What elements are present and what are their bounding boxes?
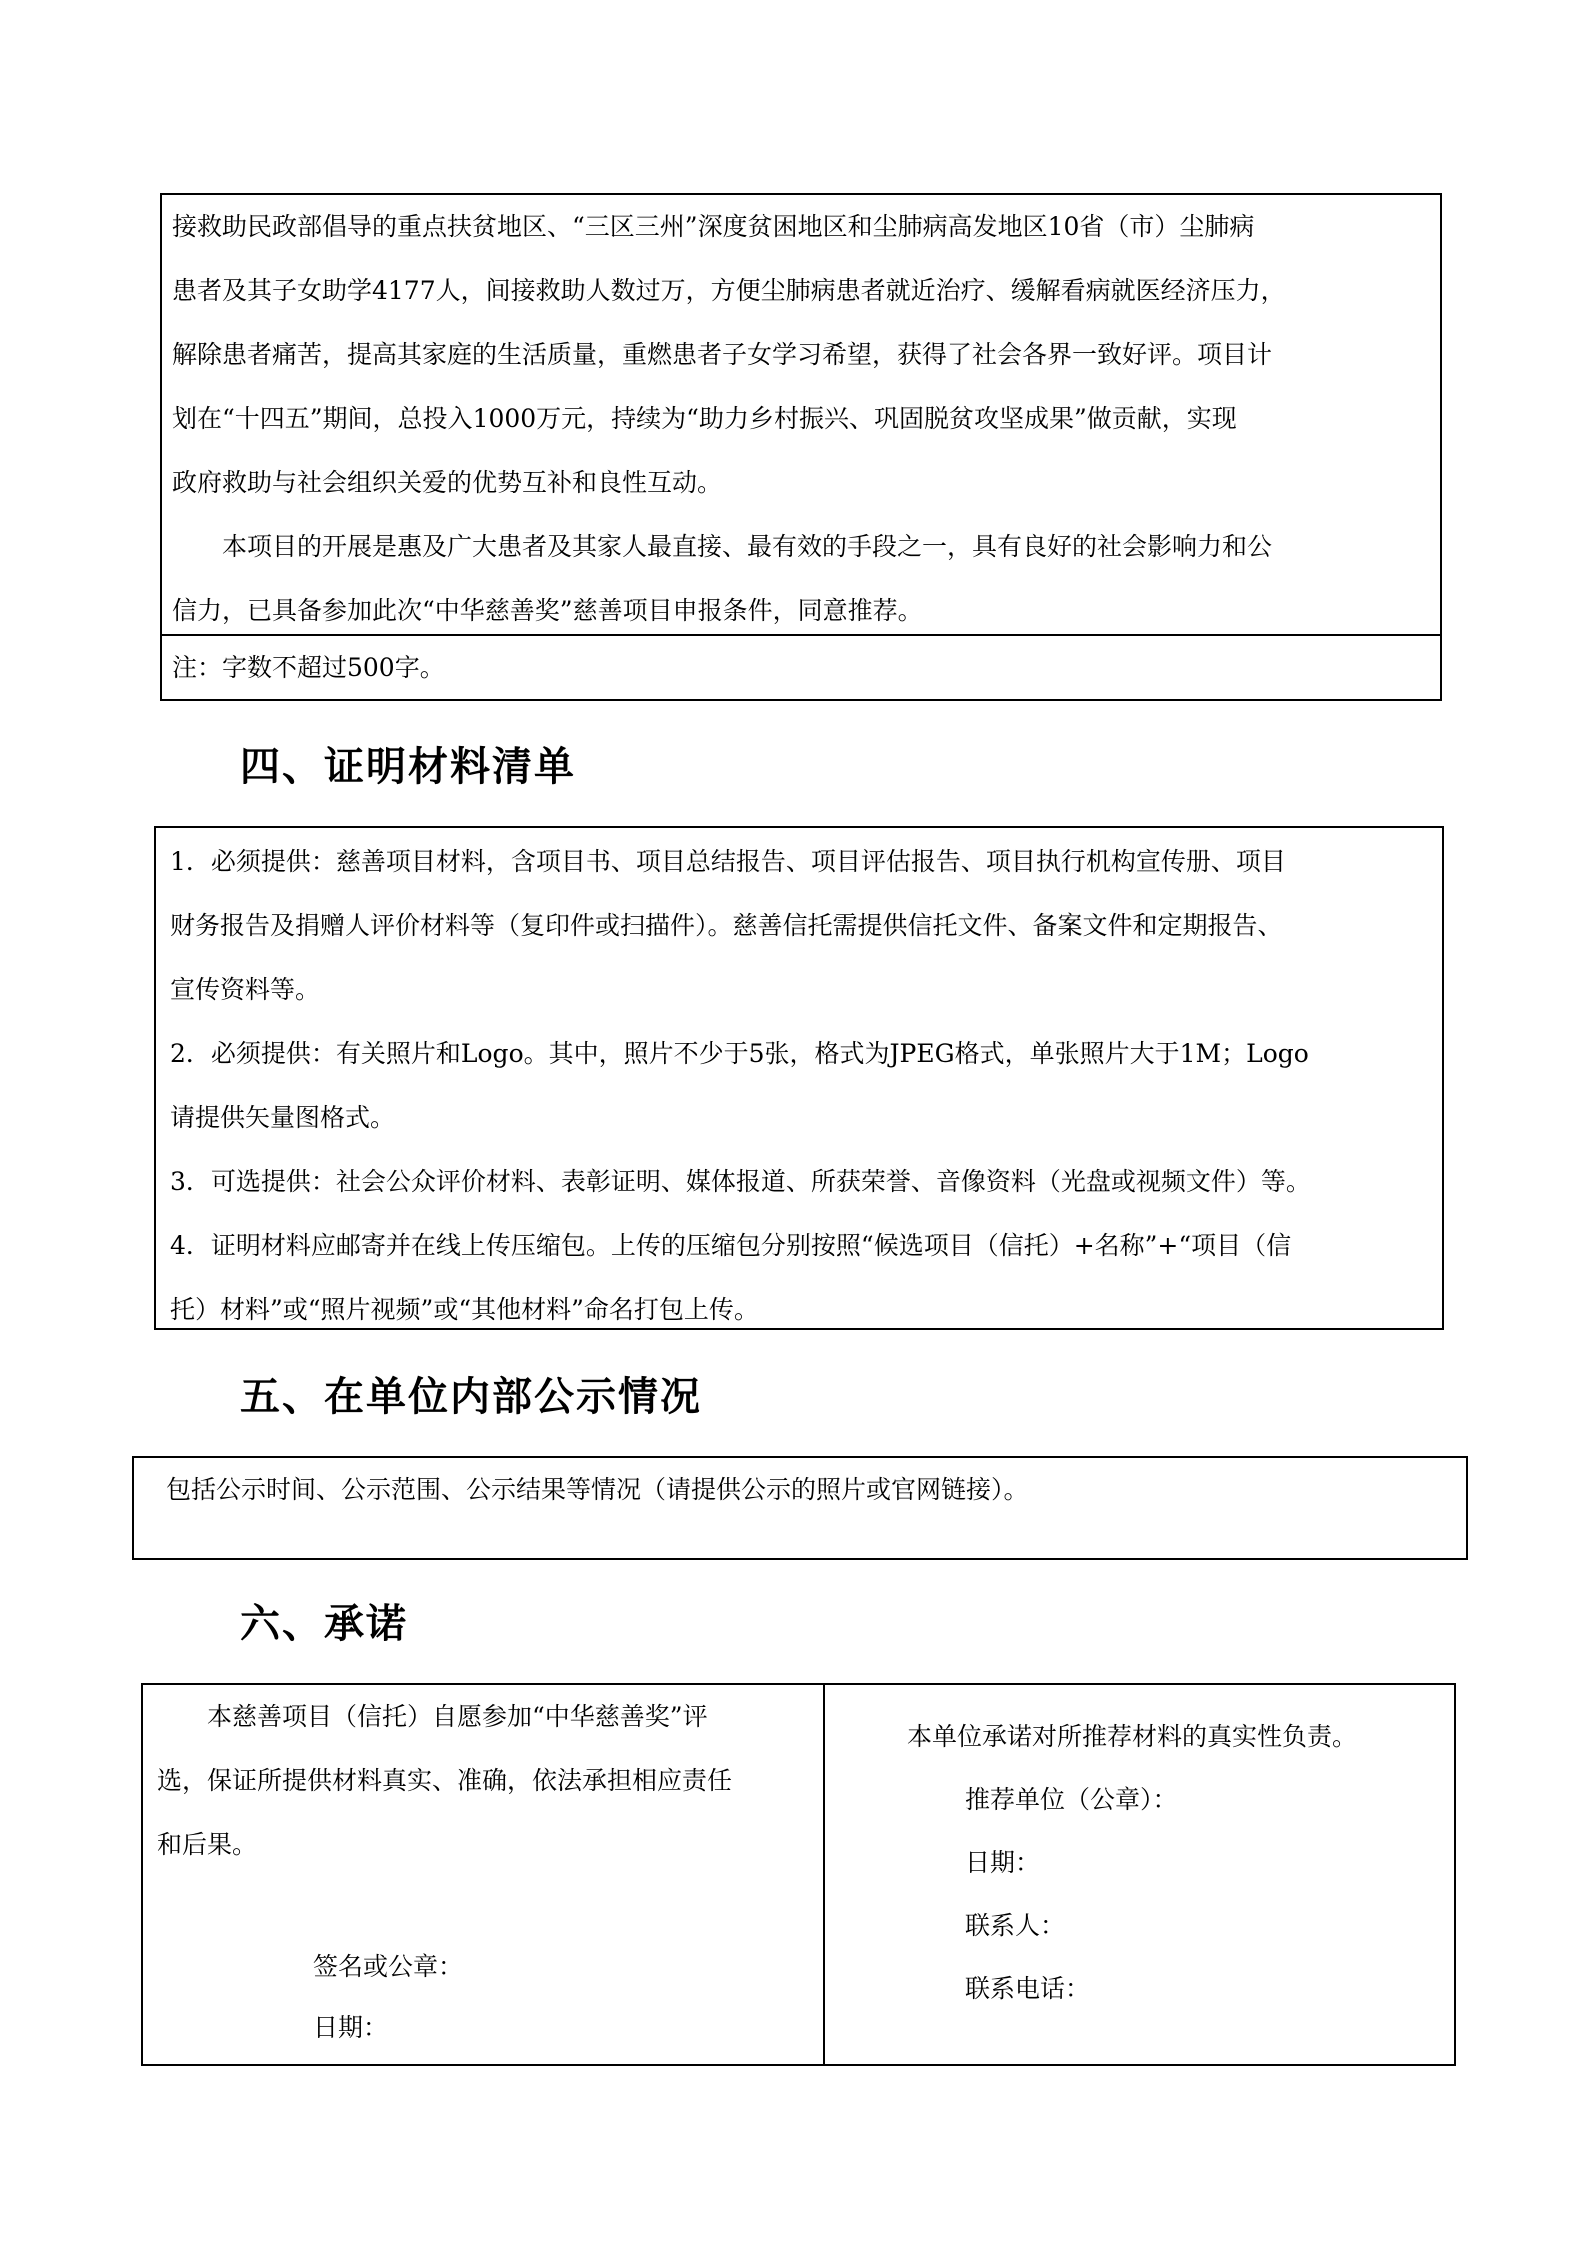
- publicity-text: 包括公示时间、公示范围、公示结果等情况（请提供公示的照片或官网链接）。: [166, 1475, 1029, 1504]
- recommender-statement: 本单位承诺对所推荐材料的真实性负责。: [907, 1722, 1358, 1751]
- section6-heading: 六、承诺: [240, 1601, 408, 1647]
- recommender-unit-label: 推荐单位（公章）：: [965, 1785, 1178, 1814]
- materials-box: [154, 826, 1444, 1330]
- materials-line: 托）材料”或“照片视频”或“其他材料”命名打包上传。: [170, 1295, 759, 1324]
- applicant-commitment-line: 和后果。: [157, 1830, 258, 1859]
- opinion-line: 信力，已具备参加此次“中华慈善奖”慈善项目申报条件，同意推荐。: [172, 596, 923, 625]
- commitment-divider: [823, 1685, 825, 2064]
- materials-line: 3．可选提供：社会公众评价材料、表彰证明、媒体报道、所获荣誉、音像资料（光盘或视频文件）等。: [170, 1167, 1311, 1196]
- section4-heading: 四、证明材料清单: [240, 744, 576, 790]
- opinion-line: 政府救助与社会组织关爱的优势互补和良性互动。: [172, 468, 723, 497]
- materials-body: [170, 830, 1311, 1342]
- word-limit-note: 注：字数不超过500字。: [172, 653, 445, 682]
- materials-line: 请提供矢量图格式。: [170, 1103, 396, 1132]
- recommender-date-label: 日期：: [965, 1848, 1041, 1877]
- materials-line: 财务报告及捐赠人评价材料等（复印件或扫描件）。慈善信托需提供信托文件、备案文件和定期报告、: [170, 911, 1283, 940]
- applicant-commitment-line: 本慈善项目（信托）自愿参加“中华慈善奖”评: [207, 1702, 708, 1731]
- commitment-table: [141, 1683, 1456, 2066]
- opinion-box: [160, 193, 1442, 701]
- opinion-line: 划在“十四五”期间，总投入1000万元，持续为“助力乡村振兴、巩固脱贫攻坚成果”做贡献，实现: [172, 404, 1237, 433]
- materials-line: 宣传资料等。: [170, 975, 321, 1004]
- section5-heading: 五、在单位内部公示情况: [240, 1374, 702, 1420]
- opinion-body: [172, 195, 1286, 643]
- opinion-line: 接救助民政部倡导的重点扶贫地区、“三区三州”深度贫困地区和尘肺病高发地区10省（市）尘肺病: [172, 212, 1255, 241]
- recommender-phone-label: 联系电话：: [965, 1974, 1091, 2003]
- opinion-line: 解除患者痛苦，提高其家庭的生活质量，重燃患者子女学习希望，获得了社会各界一致好评。项目计: [172, 340, 1273, 369]
- opinion-line: 本项目的开展是惠及广大患者及其家人最直接、最有效的手段之一，具有良好的社会影响力和公: [222, 532, 1273, 561]
- materials-line: 1．必须提供：慈善项目材料，含项目书、项目总结报告、项目评估报告、项目执行机构宣传册、项目: [170, 847, 1286, 876]
- applicant-commitment-cell: [157, 1685, 732, 1877]
- applicant-commitment-line: 选，保证所提供材料真实、准确，依法承担相应责任: [157, 1766, 733, 1795]
- materials-line: 2．必须提供：有关照片和Logo。其中，照片不少于5张，格式为JPEG格式，单张照片大于1M；Logo: [170, 1039, 1309, 1068]
- applicant-signature-label: 签名或公章：: [313, 1952, 464, 1981]
- applicant-date-label: 日期：: [313, 2013, 389, 2042]
- materials-line: 4．证明材料应邮寄并在线上传压缩包。上传的压缩包分别按照“候选项目（信托）+名称”+“项目（信: [170, 1231, 1292, 1260]
- opinion-line: 患者及其子女助学4177人，间接救助人数过万，方便尘肺病患者就近治疗、缓解看病就医经济压力，: [172, 276, 1286, 305]
- publicity-box: [132, 1456, 1468, 1560]
- recommender-contact-label: 联系人：: [965, 1911, 1066, 1940]
